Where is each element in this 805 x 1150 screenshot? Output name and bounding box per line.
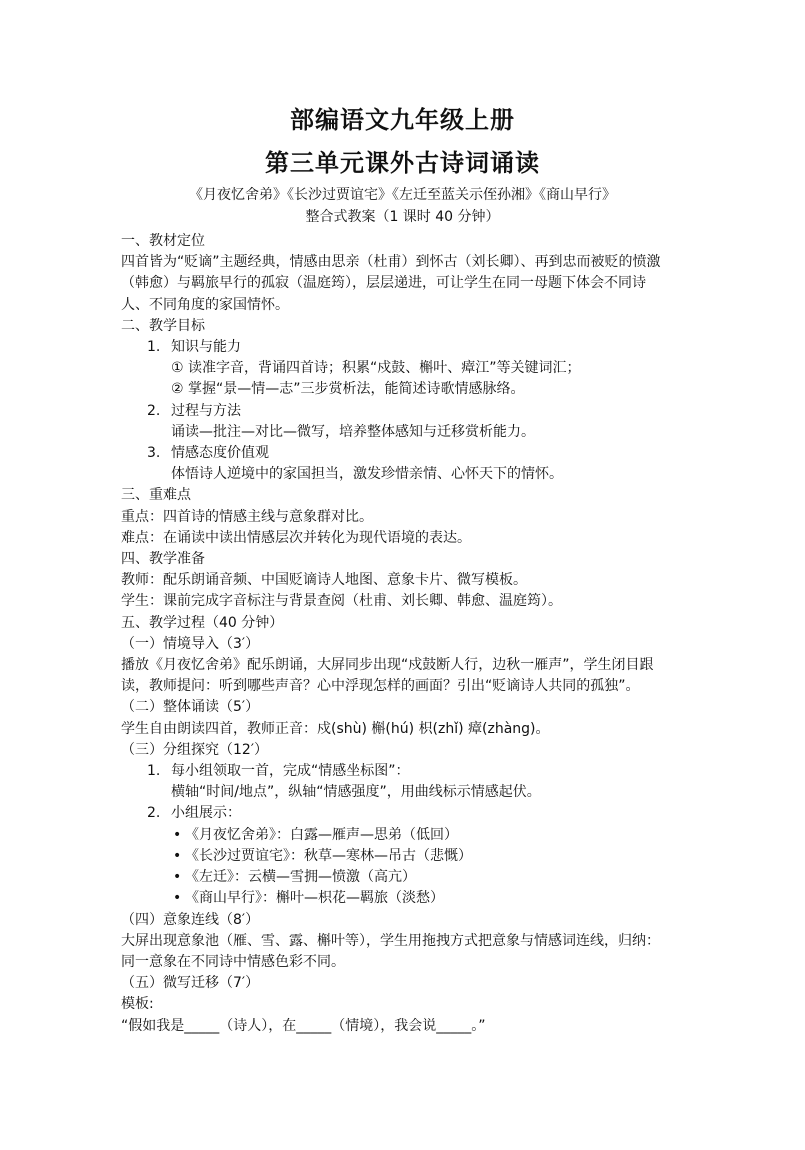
- body-line: 读，教师提问：听到哪些声音？心中浮现怎样的画面？引出“贬谪诗人共同的孤独”。: [121, 678, 640, 695]
- bullet-icon: •: [173, 847, 182, 864]
- item-detail: 横轴“时间/地点”，纵轴“情感强度”，用曲线标示情感起伏。: [171, 784, 541, 801]
- item-number: 1.: [147, 339, 161, 356]
- lesson-subtitle: 整合式教案（1 课时 40 分钟）: [305, 209, 500, 225]
- subsection-heading: （三）分组探究（12′）: [121, 741, 268, 758]
- body-line: 人、不同角度的家国情怀。: [121, 296, 289, 313]
- section-heading: 四、教学准备: [121, 551, 205, 568]
- body-line: 大屏出现意象池（雁、雪、露、槲叶等），学生用拖拽方式把意象与情感词连线，归纳：: [121, 932, 660, 949]
- numbered-item: [121, 443, 681, 464]
- sub-item: ① 读准字音，背诵四首诗；积累“戍鼓、槲叶、瘴江”等关键词汇；: [171, 360, 581, 377]
- subsection-heading: （四）意象连线（8′）: [121, 911, 260, 928]
- bullet-text: 《月夜忆舍弟》：白露—雁声—思弟（低回）: [185, 826, 458, 843]
- body-line: 四首皆为“贬谪”主题经典，情感由思亲（杜甫）到怀古（刘长卿）、再到忠而被贬的愤激: [121, 254, 661, 271]
- item-label: 情感态度价值观: [171, 445, 269, 462]
- numbered-item: [121, 803, 681, 824]
- unit-title: 第三单元课外古诗词诵读: [265, 149, 540, 177]
- body-line: 播放《月夜忆舍弟》配乐朗诵，大屏同步出现“戍鼓断人行，边秋一雁声”，学生闭目跟: [121, 657, 654, 674]
- poem-list: 《月夜忆舍弟》《长沙过贾谊宅》《左迁至蓝关示侄孙湘》《商山早行》: [189, 187, 616, 203]
- section-heading: 三、重难点: [121, 487, 191, 504]
- bullet-text: 《左迁》：云横—雪拥—愤激（高亢）: [185, 869, 416, 886]
- section-heading: 二、教学目标: [121, 317, 205, 334]
- body-line: （韩愈）与羁旅早行的孤寂（温庭筠），层层递进，可让学生在同一母题下体会不同诗: [121, 275, 646, 292]
- document-body: [121, 231, 681, 1037]
- subsection-heading: （一）情境导入（3′）: [121, 635, 260, 652]
- bullet-item: [121, 867, 681, 888]
- bullet-icon: •: [173, 869, 182, 886]
- body-line: 学生自由朗读四首，教师正音：戍(shù) 槲(hú) 枳(zhǐ) 瘴(zhàng)。: [121, 720, 550, 737]
- bullet-icon: •: [173, 826, 182, 843]
- bullet-item: [121, 846, 681, 867]
- subsection-heading: （五）微写迁移（7′）: [121, 975, 260, 992]
- body-line: “假如我是_____（诗人），在_____（情境），我会说_____。”: [121, 1017, 486, 1034]
- bullet-item: [121, 825, 681, 846]
- bullet-text: 《长沙过贾谊宅》：秋草—寒林—吊古（悲慨）: [185, 847, 472, 864]
- item-number: 3.: [147, 445, 161, 462]
- item-label: 每小组领取一首，完成“情感坐标图”：: [171, 763, 410, 780]
- body-line: 学生：课前完成字音标注与背景查阅（杜甫、刘长卿、韩愈、温庭筠）。: [121, 593, 562, 610]
- sub-item: ② 掌握“景—情—志”三步赏析法，能简述诗歌情感脉络。: [171, 381, 525, 398]
- section-heading: 一、教材定位: [121, 233, 205, 249]
- body-line: 模板:: [121, 996, 154, 1013]
- body-line: 同一意象在不同诗中情感色彩不同。: [121, 953, 345, 970]
- item-detail: 诵读—批注—对比—微写，培养整体感知与迁移赏析能力。: [171, 423, 535, 440]
- item-label: 小组展示：: [171, 805, 241, 822]
- numbered-item: [121, 337, 681, 358]
- body-line: 难点：在诵读中读出情感层次并转化为现代语境的表达。: [121, 529, 471, 546]
- numbered-item: [121, 401, 681, 422]
- bullet-text: 《商山早行》：槲叶—枳花—羁旅（淡愁）: [185, 890, 444, 907]
- item-detail: 体悟诗人逆境中的家国担当，激发珍惜亲情、心怀天下的情怀。: [171, 466, 563, 483]
- item-label: 知识与能力: [171, 339, 241, 356]
- bullet-item: [121, 888, 681, 909]
- document-title: 部编语文九年级上册: [290, 106, 515, 134]
- numbered-item: [121, 761, 681, 782]
- subsection-heading: （二）整体诵读（5′）: [121, 699, 260, 716]
- section-heading: 五、教学过程（40 分钟）: [121, 614, 284, 631]
- body-line: 重点：四首诗的情感主线与意象群对比。: [121, 508, 373, 525]
- item-number: 2.: [147, 402, 161, 419]
- item-number: 2.: [147, 805, 161, 822]
- item-number: 1.: [147, 763, 161, 780]
- body-line: 教师：配乐朗诵音频、中国贬谪诗人地图、意象卡片、微写模板。: [121, 572, 527, 589]
- item-label: 过程与方法: [171, 402, 241, 419]
- bullet-icon: •: [173, 890, 182, 907]
